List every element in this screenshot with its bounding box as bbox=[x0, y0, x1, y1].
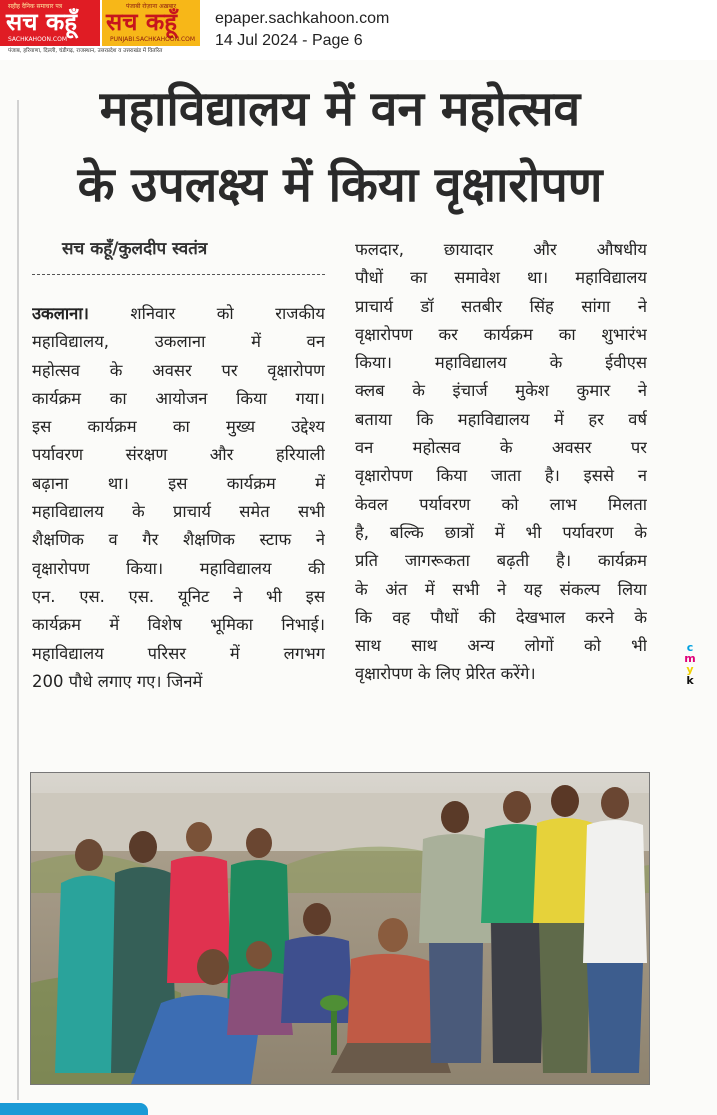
article-line: क्लब के इंचार्ज मुकेश कुमार ने bbox=[355, 381, 647, 401]
article-line: फलदार, छायादार और औषधीय bbox=[355, 240, 647, 259]
article-line: केवल पर्यावरण को लाभ मिलता bbox=[355, 494, 647, 514]
logo-name: सच कहूँ bbox=[6, 8, 77, 36]
logo-name-punjabi: सच कहूँ bbox=[106, 8, 177, 36]
logo-tagline-punjabi: पंजाबी रोज़ाना अख़बार bbox=[126, 3, 177, 10]
page-tab[interactable] bbox=[0, 1103, 148, 1115]
logo-url: SACHKAHOON.COM bbox=[8, 36, 67, 43]
byline: सच कहूँ/कुलदीप स्वतंत्र bbox=[62, 239, 208, 259]
article-line: पर्यावरण संरक्षण और हरियाली bbox=[32, 445, 325, 465]
article-line: उकलाना। शनिवार को राजकीय bbox=[32, 304, 325, 323]
dateline: उकलाना। bbox=[32, 304, 89, 323]
person-boy-white bbox=[583, 787, 647, 1073]
article-line: साथ साथ अन्य लोगों को भी bbox=[355, 636, 647, 656]
article-column-1 bbox=[32, 300, 325, 696]
article-line: बताया कि महाविद्यालय में हर वर्ष bbox=[355, 409, 647, 429]
cmyk-letter-m: m bbox=[684, 652, 696, 665]
logo-tagline: सहीह दैनिक समाचार पत्र bbox=[8, 3, 63, 10]
column-divider bbox=[17, 100, 19, 1100]
article-line: महाविद्यालय, उकलाना में वन bbox=[32, 332, 325, 352]
article-line: महाविद्यालय के प्राचार्य समेत सभी bbox=[32, 502, 325, 522]
article-line: एन. एस. एस. यूनिट ने भी इस bbox=[32, 586, 325, 606]
cmyk-letter-y: y bbox=[686, 663, 694, 676]
article-line: प्राचार्य डॉ सतबीर सिंह सांगा ने bbox=[355, 296, 647, 316]
news-photo bbox=[30, 772, 650, 1085]
article-line: वृक्षारोपण कर कार्यक्रम का शुभारंभ bbox=[355, 324, 647, 344]
cmyk-letter-c: c bbox=[686, 641, 694, 654]
article-line: प्रति जागरूकता बढ़ती है। कार्यक्रम bbox=[355, 551, 647, 571]
sach-kahoon-punjabi-logo bbox=[102, 0, 200, 46]
article-line: वृक्षारोपण किया। महाविद्यालय की bbox=[32, 558, 325, 578]
article-line: कि वह पौधों की देखभाल करने के bbox=[355, 607, 647, 627]
headline-line-1: महाविद्यालय में वन महोत्सव bbox=[99, 81, 581, 137]
site-url[interactable]: epaper.sachkahoon.com bbox=[215, 10, 390, 27]
edition-date-page: 14 Jul 2024 - Page 6 bbox=[215, 32, 363, 49]
article-line: है, बल्कि छात्रों में भी पर्यावरण के bbox=[355, 522, 647, 542]
article-column-2 bbox=[355, 236, 647, 689]
article-line: वृक्षारोपण के लिए प्रेरित करेंगे। bbox=[355, 664, 536, 684]
article-line: के अंत में सभी ने यह संकल्प लिया bbox=[355, 579, 647, 599]
cmyk-registration-marks bbox=[684, 642, 696, 686]
logo-url-punjabi: PUNJABI.SACHKAHOON.COM bbox=[110, 36, 196, 43]
article-headline bbox=[20, 78, 660, 216]
article-line: पौधों का समावेश था। महाविद्यालय bbox=[355, 268, 647, 288]
distribution-strip: पंजाब, हरियाणा, दिल्ली, चंडीगढ़, राजस्थान, उत्तरप्रदेश व उत्तराखंड में वितरित bbox=[0, 46, 200, 56]
article-line: कार्यक्रम का आयोजन किया गया। bbox=[32, 388, 325, 408]
article-line: इस कार्यक्रम का मुख्य उद्देश्य bbox=[32, 417, 325, 437]
article-line: शैक्षणिक व गैर शैक्षणिक स्टाफ ने bbox=[32, 530, 325, 550]
article-line: महाविद्यालय परिसर में लगभग bbox=[32, 643, 325, 663]
article-line: वृक्षारोपण किया जाता है। इससे न bbox=[355, 466, 647, 486]
cmyk-letter-k: k bbox=[686, 674, 694, 687]
epaper-header bbox=[0, 0, 717, 60]
article-line: कार्यक्रम में विशेष भूमिका निभाई। bbox=[32, 615, 325, 635]
byline-divider bbox=[32, 274, 325, 275]
article-line: महोत्सव के अवसर पर वृक्षारोपण bbox=[32, 360, 325, 380]
article-line: वन महोत्सव के अवसर पर bbox=[355, 438, 647, 458]
headline-line-2: के उपलक्ष्य में किया वृक्षारोपण bbox=[77, 157, 603, 213]
article-line: बढ़ाना था। इस कार्यक्रम में bbox=[32, 473, 325, 493]
tree-plantation-photo bbox=[31, 773, 649, 1084]
article-line: किया। महाविद्यालय के ईवीएस bbox=[355, 353, 647, 373]
sach-kahoon-hindi-logo bbox=[0, 0, 100, 46]
article-line: 200 पौधे लगाए गए। जिनमें bbox=[32, 671, 203, 691]
newspaper-logo[interactable] bbox=[0, 0, 200, 56]
